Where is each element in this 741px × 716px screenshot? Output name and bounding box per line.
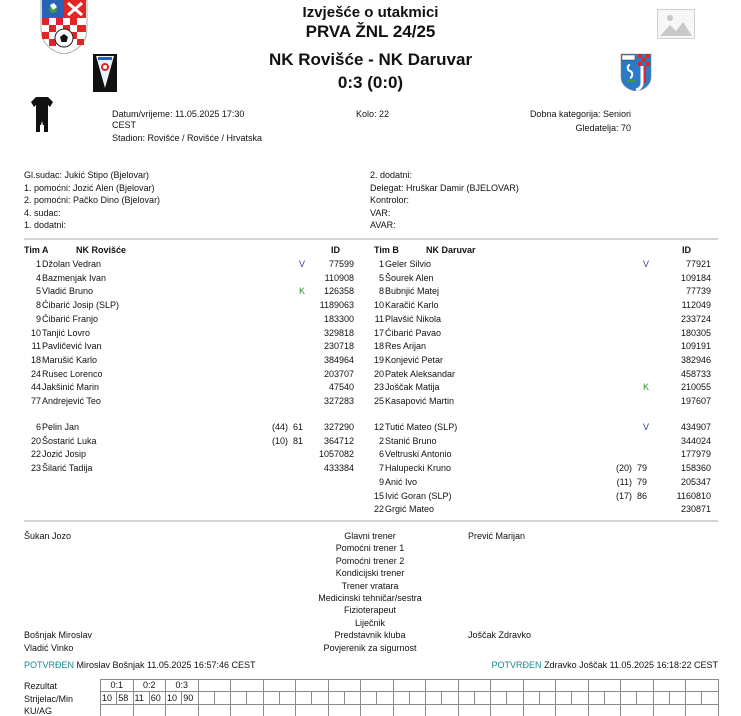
staff-role-label: Predstavnik kluba bbox=[334, 630, 406, 641]
player-number: 7 bbox=[378, 463, 384, 474]
player-name: Plavšić Nikola bbox=[385, 313, 442, 324]
head-referee: Gl.sudac: Jukić Stipo (Bjelovar) bbox=[24, 170, 150, 180]
player-name: Res Arijan bbox=[385, 341, 427, 352]
scorer-minute-cell bbox=[474, 692, 490, 704]
ku-ag-cell bbox=[491, 704, 524, 716]
player-row bbox=[367, 490, 712, 504]
player-number: 5 bbox=[35, 286, 41, 297]
scorer-number-cell: 11 bbox=[133, 692, 149, 704]
result-cell bbox=[588, 680, 621, 692]
scorer-number-cell bbox=[328, 692, 344, 704]
player-row bbox=[24, 421, 354, 435]
controller: Kontrolor: bbox=[370, 195, 410, 205]
player-row bbox=[24, 299, 354, 313]
player-name: Šostarić Luka bbox=[42, 435, 97, 446]
final-score: 0:3 (0:0) bbox=[337, 73, 404, 92]
grid-scorers-row bbox=[101, 692, 719, 704]
player-id: 233724 bbox=[680, 313, 711, 324]
result-cell bbox=[523, 680, 556, 692]
result-cell bbox=[263, 680, 296, 692]
avar-official: AVAR: bbox=[370, 220, 396, 230]
player-id: 434907 bbox=[680, 422, 711, 432]
scorer-minute-cell bbox=[637, 692, 653, 704]
team-b-label: Tim B bbox=[374, 245, 399, 255]
player-row bbox=[367, 448, 712, 462]
player-id: 77739 bbox=[685, 286, 711, 297]
staff-role-label: Fizioterapeut bbox=[343, 605, 397, 616]
match-datetime: Datum/vrijeme: 11.05.2025 17:30 bbox=[112, 109, 245, 119]
team-b-id-header: ID bbox=[682, 245, 691, 255]
team-a-label: Tim A bbox=[24, 245, 49, 255]
result-cell bbox=[621, 680, 654, 692]
ku-ag-cell bbox=[133, 704, 166, 716]
scorer-minute-cell: 60 bbox=[149, 692, 165, 704]
player-row bbox=[24, 381, 354, 395]
player-name: Ćibarić Pavao bbox=[385, 327, 442, 338]
scorer-minute-cell bbox=[507, 692, 523, 704]
grid-label-scorer: Strijelac/Min bbox=[24, 693, 74, 704]
result-cell bbox=[231, 680, 264, 692]
substitution-info: (17) 86 bbox=[615, 490, 647, 501]
scorer-number-cell: 10 bbox=[101, 692, 117, 704]
team-b-confirmation bbox=[492, 659, 718, 671]
divider bbox=[24, 520, 718, 522]
player-number: 22 bbox=[373, 504, 384, 515]
player-id: 183300 bbox=[323, 313, 354, 324]
ku-ag-cell bbox=[166, 704, 199, 716]
player-row bbox=[24, 462, 354, 476]
staff-role-label: Pomoćni trener 1 bbox=[335, 543, 405, 554]
report-title: Izvješće o utakmici bbox=[302, 4, 439, 21]
player-id: 364712 bbox=[323, 435, 354, 446]
player-name: Karačić Karlo bbox=[385, 300, 439, 311]
substitution-info: (11) 79 bbox=[616, 476, 647, 487]
result-cell: 0:1 bbox=[101, 680, 134, 692]
player-number: 18 bbox=[373, 341, 384, 352]
scorer-minute-cell bbox=[539, 692, 555, 704]
team-a-id-header: ID bbox=[331, 245, 340, 255]
player-id: 1189063 bbox=[319, 300, 354, 311]
player-name: Rusec Lorenco bbox=[42, 368, 103, 379]
player-name: Pelin Jan bbox=[42, 422, 80, 432]
player-id: 329818 bbox=[323, 327, 354, 338]
confirmation-details: Zdravko Joščak 11.05.2025 16:18:22 CEST bbox=[544, 660, 718, 670]
player-row bbox=[367, 381, 712, 395]
player-row bbox=[24, 285, 354, 299]
ku-ag-cell bbox=[523, 704, 556, 716]
player-name: Joščak Matija bbox=[385, 382, 440, 393]
scorer-minute-cell bbox=[312, 692, 328, 704]
goalkeeper-marker: V bbox=[298, 259, 305, 269]
scorer-number-cell bbox=[556, 692, 572, 704]
player-row bbox=[367, 313, 712, 327]
delegate: Delegat: Hruškar Damir (BJELOVAR) bbox=[370, 182, 519, 193]
staff-role-label: Pomoćni trener 2 bbox=[335, 555, 405, 566]
player-id: 177979 bbox=[680, 449, 711, 460]
player-id: 458733 bbox=[680, 368, 711, 379]
player-name: Bazmenjak Ivan bbox=[42, 272, 107, 283]
player-row bbox=[24, 327, 354, 341]
captain-marker: K bbox=[298, 286, 305, 297]
scorer-number-cell bbox=[198, 692, 214, 704]
staff-role-label: Medicinski tehničar/sestra bbox=[318, 593, 422, 603]
scorer-number-cell bbox=[458, 692, 474, 704]
player-number: 8 bbox=[35, 300, 41, 311]
result-cell bbox=[556, 680, 589, 692]
player-id: 112049 bbox=[681, 300, 711, 311]
player-id: 109191 bbox=[680, 341, 711, 352]
grid-label-result: Rezultat bbox=[24, 681, 58, 691]
player-number: 2 bbox=[378, 435, 384, 446]
team-b-name: NK Daruvar bbox=[426, 245, 476, 255]
ku-ag-cell bbox=[393, 704, 426, 716]
player-row bbox=[367, 327, 712, 341]
scorer-minute-cell bbox=[344, 692, 360, 704]
player-id: 230871 bbox=[680, 504, 711, 515]
player-name: Ivić Goran (SLP) bbox=[385, 490, 452, 501]
player-number: 1 bbox=[35, 259, 41, 269]
scorer-minute-cell bbox=[669, 692, 685, 704]
scorer-number-cell bbox=[686, 692, 702, 704]
player-id: 203707 bbox=[323, 368, 354, 379]
confirmed-status: POTVRĐEN bbox=[491, 660, 542, 670]
player-row bbox=[24, 395, 354, 409]
age-category: Dobna kategorija: Seniori bbox=[529, 109, 631, 119]
player-row bbox=[24, 354, 354, 368]
player-row bbox=[367, 476, 712, 490]
player-name: Kasapović Martin bbox=[385, 396, 455, 406]
team-b-staff-name: Joščak Zdravko bbox=[468, 630, 532, 641]
player-row bbox=[367, 285, 712, 299]
player-number: 6 bbox=[35, 422, 41, 432]
competition-title: PRVA ŽNL 24/25 bbox=[305, 22, 436, 41]
player-row bbox=[24, 313, 354, 327]
player-id: 433384 bbox=[323, 463, 354, 474]
scorer-number-cell bbox=[263, 692, 279, 704]
ku-ag-cell bbox=[296, 704, 329, 716]
player-number: 10 bbox=[373, 300, 384, 311]
result-cell bbox=[361, 680, 394, 692]
player-row bbox=[24, 340, 354, 354]
assistant-referee-2: 2. pomoćni: Pačko Dino (Bjelovar) bbox=[24, 195, 161, 205]
grid-ku-ag-row bbox=[101, 704, 719, 716]
scorer-number-cell bbox=[393, 692, 409, 704]
scorer-minute-cell: 90 bbox=[182, 692, 198, 704]
divider bbox=[24, 238, 718, 240]
result-cell bbox=[458, 680, 491, 692]
team-a-name: NK Rovišće bbox=[76, 245, 127, 255]
player-name: Ćibarić Franjo bbox=[42, 313, 99, 324]
player-number: 77 bbox=[30, 396, 41, 406]
player-number: 8 bbox=[378, 286, 384, 297]
ku-ag-cell bbox=[231, 704, 264, 716]
substitution-info: (20) 79 bbox=[615, 463, 647, 474]
player-row bbox=[24, 258, 354, 272]
player-number: 22 bbox=[30, 449, 41, 460]
player-name: Ćibarić Josip (SLP) bbox=[42, 300, 120, 311]
scorer-minute-cell bbox=[409, 692, 425, 704]
player-name: Jozić Josip bbox=[42, 449, 87, 460]
ku-ag-cell bbox=[588, 704, 621, 716]
staff-role-label: Trener vratara bbox=[341, 580, 399, 591]
player-number: 17 bbox=[373, 327, 384, 338]
staff-role-label: Glavni trener bbox=[344, 531, 396, 541]
player-number: 44 bbox=[30, 382, 41, 393]
fourth-official: 4. sudac: bbox=[24, 207, 61, 218]
player-id: 77599 bbox=[328, 259, 354, 269]
result-cell: 0:3 bbox=[166, 680, 199, 692]
player-row bbox=[367, 354, 712, 368]
player-number: 10 bbox=[30, 327, 41, 338]
player-id: 327283 bbox=[323, 396, 354, 406]
additional-official-2: 2. dodatni: bbox=[370, 170, 413, 180]
result-cell bbox=[686, 680, 719, 692]
player-number: 23 bbox=[373, 382, 384, 393]
scorer-number-cell bbox=[426, 692, 442, 704]
assistant-referee-1: 1. pomoćni: Jozić Alen (Bjelovar) bbox=[24, 182, 155, 193]
player-name: Marušić Karlo bbox=[42, 354, 98, 365]
result-cell bbox=[491, 680, 524, 692]
player-name: Andrejević Teo bbox=[42, 396, 101, 406]
team-a-confirmation bbox=[24, 659, 255, 671]
ku-ag-cell bbox=[263, 704, 296, 716]
player-name: Tanjić Lovro bbox=[42, 327, 91, 338]
goalkeeper-marker: V bbox=[642, 422, 649, 432]
result-cell bbox=[296, 680, 329, 692]
player-number: 1 bbox=[378, 259, 384, 269]
scorer-number-cell: 10 bbox=[166, 692, 182, 704]
scorer-number-cell bbox=[231, 692, 247, 704]
player-id: 47540 bbox=[328, 382, 354, 393]
player-id: 1057082 bbox=[318, 449, 354, 460]
staff-role-label: Liječnik bbox=[354, 617, 385, 628]
confirmed-status: POTVRĐEN bbox=[24, 660, 75, 670]
player-name: Geler Silvio bbox=[385, 259, 432, 269]
player-number: 11 bbox=[31, 341, 41, 352]
player-id: 384964 bbox=[323, 354, 354, 365]
goalkeeper-marker: V bbox=[642, 259, 649, 269]
result-cell bbox=[198, 680, 231, 692]
player-name: Konjević Petar bbox=[385, 354, 444, 365]
player-number: 18 bbox=[30, 354, 41, 365]
scorer-minute-cell bbox=[442, 692, 458, 704]
player-name: Bubnjić Matej bbox=[385, 286, 440, 297]
player-id: 205347 bbox=[680, 476, 711, 487]
ku-ag-cell bbox=[101, 704, 134, 716]
player-row bbox=[24, 368, 354, 382]
player-name: Anić Ivo bbox=[385, 476, 418, 487]
player-number: 24 bbox=[30, 368, 41, 379]
player-number: 25 bbox=[373, 396, 384, 406]
scorer-number-cell bbox=[523, 692, 539, 704]
player-name: Veltruski Antonio bbox=[385, 449, 452, 460]
player-id: 158360 bbox=[680, 463, 711, 474]
scorer-number-cell bbox=[588, 692, 604, 704]
result-cell bbox=[426, 680, 459, 692]
player-row bbox=[367, 368, 712, 382]
team-b-staff-name: Prević Marijan bbox=[468, 531, 526, 541]
var-official: VAR: bbox=[370, 207, 391, 218]
ku-ag-cell bbox=[426, 704, 459, 716]
player-number: 23 bbox=[30, 463, 41, 474]
team-a-staff-name: Bošnjak Miroslav bbox=[24, 630, 93, 641]
player-name: Vladić Bruno bbox=[42, 286, 94, 297]
match-timezone: CEST bbox=[112, 120, 137, 130]
score-grid bbox=[100, 679, 719, 716]
grid-label-ku-ag: KU/AG bbox=[24, 706, 53, 716]
scorer-minute-cell: 58 bbox=[117, 692, 133, 704]
player-name: Tutić Mateo (SLP) bbox=[385, 422, 458, 432]
player-row bbox=[367, 421, 712, 435]
player-row bbox=[367, 435, 712, 449]
player-number: 9 bbox=[35, 313, 41, 324]
player-row bbox=[367, 395, 712, 409]
player-row bbox=[367, 299, 712, 313]
player-name: Šourek Alen bbox=[385, 272, 434, 283]
player-id: 109184 bbox=[680, 272, 711, 283]
player-id: 1160810 bbox=[676, 490, 711, 501]
result-cell bbox=[393, 680, 426, 692]
scorer-number-cell bbox=[361, 692, 377, 704]
scorer-minute-cell bbox=[214, 692, 230, 704]
substitution-info: (10) 81 bbox=[271, 435, 303, 446]
captain-marker: K bbox=[642, 382, 649, 393]
scorer-number-cell bbox=[653, 692, 669, 704]
ku-ag-cell bbox=[653, 704, 686, 716]
player-id: 230718 bbox=[323, 341, 354, 352]
ku-ag-cell bbox=[686, 704, 719, 716]
scorer-number-cell bbox=[491, 692, 507, 704]
player-id: 210055 bbox=[680, 382, 711, 393]
player-row bbox=[24, 272, 354, 286]
team-a-staff-name: Šukan Jozo bbox=[24, 531, 72, 541]
match-round: Kolo: 22 bbox=[356, 109, 390, 119]
player-name: Halupecki Kruno bbox=[385, 463, 452, 474]
match-title: NK Rovišće - NK Daruvar bbox=[268, 50, 473, 69]
player-row bbox=[367, 258, 712, 272]
player-number: 12 bbox=[373, 422, 384, 432]
player-name: Jakšinić Marin bbox=[42, 382, 100, 393]
player-number: 4 bbox=[35, 272, 41, 283]
player-name: Grgić Mateo bbox=[385, 504, 435, 515]
player-id: 126358 bbox=[323, 286, 354, 297]
staff-role-label: Povjerenik za sigurnost bbox=[323, 642, 417, 653]
scorer-minute-cell bbox=[377, 692, 393, 704]
result-cell: 0:2 bbox=[133, 680, 166, 692]
player-row bbox=[24, 448, 354, 462]
scorer-number-cell bbox=[621, 692, 637, 704]
player-id: 197607 bbox=[680, 396, 711, 406]
player-number: 5 bbox=[378, 272, 384, 283]
ku-ag-cell bbox=[328, 704, 361, 716]
scorer-number-cell bbox=[296, 692, 312, 704]
player-name: Šilarić Tadija bbox=[42, 463, 93, 474]
scorer-minute-cell bbox=[279, 692, 295, 704]
player-row bbox=[24, 435, 354, 449]
match-stadium: Stadion: Rovišće / Rovišće / Hrvatska bbox=[112, 133, 263, 143]
result-cell bbox=[653, 680, 686, 692]
player-number: 9 bbox=[378, 476, 384, 487]
ku-ag-cell bbox=[198, 704, 231, 716]
player-id: 327290 bbox=[323, 422, 354, 432]
scorer-minute-cell bbox=[702, 692, 718, 704]
confirmation-details: Miroslav Bošnjak 11.05.2025 16:57:46 CEST bbox=[76, 660, 256, 670]
ku-ag-cell bbox=[458, 704, 491, 716]
player-id: 382946 bbox=[680, 354, 711, 365]
scorer-minute-cell bbox=[604, 692, 620, 704]
player-row bbox=[367, 340, 712, 354]
player-number: 19 bbox=[373, 354, 384, 365]
scorer-minute-cell bbox=[572, 692, 588, 704]
player-number: 6 bbox=[378, 449, 384, 460]
grid-results-row bbox=[101, 680, 719, 692]
scorer-minute-cell bbox=[247, 692, 263, 704]
substitution-info: (44) 61 bbox=[271, 422, 303, 432]
team-kit-icon bbox=[31, 97, 53, 133]
ku-ag-cell bbox=[621, 704, 654, 716]
player-id: 344024 bbox=[680, 435, 711, 446]
player-row bbox=[367, 503, 712, 517]
player-number: 15 bbox=[373, 490, 384, 501]
additional-official-1: 1. dodatni: bbox=[24, 220, 67, 230]
team-a-staff-name: Vladić Vinko bbox=[24, 642, 74, 653]
player-id: 180305 bbox=[680, 327, 711, 338]
player-id: 77921 bbox=[685, 259, 711, 269]
player-number: 20 bbox=[30, 435, 41, 446]
player-name: Pavličević Ivan bbox=[42, 341, 102, 352]
player-id: 110908 bbox=[324, 272, 354, 283]
player-number: 20 bbox=[373, 368, 384, 379]
staff-role-label: Kondicijski trener bbox=[335, 568, 405, 579]
player-number: 11 bbox=[374, 313, 384, 324]
spectators: Gledatelja: 70 bbox=[575, 123, 631, 133]
ku-ag-cell bbox=[361, 704, 394, 716]
player-row bbox=[367, 272, 712, 286]
player-name: Patek Aleksandar bbox=[385, 368, 456, 379]
player-row bbox=[367, 462, 712, 476]
result-cell bbox=[328, 680, 361, 692]
player-name: Stanić Bruno bbox=[385, 435, 437, 446]
ku-ag-cell bbox=[556, 704, 589, 716]
player-name: Džolan Vedran bbox=[42, 259, 102, 269]
